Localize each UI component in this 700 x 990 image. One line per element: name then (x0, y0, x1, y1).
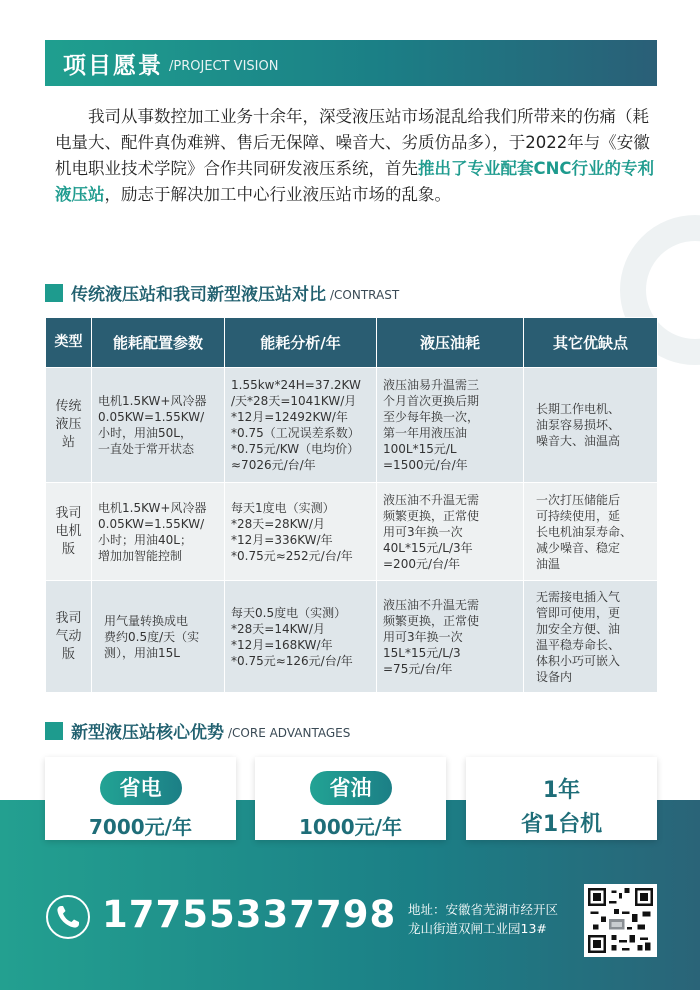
analysis-line: 每天1度电（实测） (231, 500, 335, 515)
contrast-heading (45, 280, 399, 305)
oil-line: 至少每年换一次， (383, 410, 480, 424)
type-text: 传统液压站 (55, 399, 82, 450)
analysis-line: *0.75元/KW（电均价） (231, 442, 360, 456)
config-line: 一直处于常开状态 (98, 442, 195, 456)
row-oil (377, 581, 524, 693)
header-type: 类型 (46, 318, 92, 368)
config-line: 电机1.5KW+风冷器 (98, 394, 207, 408)
other-line: 加安全方便、油 (536, 621, 621, 636)
header-config: 能耗配置参数 (92, 318, 225, 368)
row-config (92, 483, 225, 581)
row-analysis (225, 368, 377, 483)
oil-line: =200元/台/年 (383, 556, 461, 571)
vision-text-start: 我司从事数控加工业务十余年，深受液压站市场混乱给我们所带来的伤痛（耗电量大、配件真伪难辨、售后无保障、噪音大、劣质仿品多），于2022年与《安徽机电职业技术学院》合作共同研发液压系统，首先 (55, 107, 650, 178)
other-line: 管即可使用，更 (536, 605, 621, 620)
oil-line: 15L*15元/L/3 (383, 645, 461, 660)
header-other: 其它优缺点 (524, 318, 658, 368)
table-row (46, 581, 658, 693)
row-config (92, 368, 225, 483)
vision-header (45, 40, 657, 86)
row-oil (377, 368, 524, 483)
analysis-line: *12月=12492KW/年 (231, 410, 348, 424)
row-type (46, 483, 92, 581)
oil-line: 液压油易升温需三 (383, 378, 480, 392)
other-line: 温平稳寿命长、 (536, 637, 621, 652)
comparison-table (45, 317, 658, 693)
analysis-line: *12月=336KW/年 (231, 532, 333, 547)
analysis-line: 1.55kw*24H=37.2KW (231, 378, 361, 392)
other-line: 设备内 (536, 669, 573, 684)
core-heading (45, 718, 350, 743)
other-line: 无需接电插入气 (536, 589, 621, 604)
oil-line: =1500元/台/年 (383, 458, 468, 472)
config-line: 0.05KW=1.55KW/ (98, 410, 205, 424)
other-line: 长期工作电机、 (536, 402, 621, 416)
analysis-line: 每天0.5度电（实测） (231, 605, 347, 620)
row-other (524, 368, 658, 483)
other-line: 一次打压储能后 (536, 492, 621, 507)
oil-line: =75元/台/年 (383, 661, 453, 676)
section-marker-icon (45, 722, 63, 740)
row-type (46, 368, 92, 483)
config-line: 0.05KW=1.55KW/ (98, 516, 205, 531)
config-line: 小时，用油50L， (98, 426, 192, 440)
vision-title: 项目愿景 (63, 52, 163, 79)
oil-line: 用可3年换一次 (383, 524, 463, 539)
header-oil: 液压油耗 (377, 318, 524, 368)
oil-line: 液压油不升温无需 (383, 597, 480, 612)
advantage-card-machine (466, 757, 657, 840)
oil-line: 个月首次更换后期 (383, 394, 480, 408)
analysis-line: *0.75元≈126元/台/年 (231, 653, 353, 668)
vision-highlight: 推出了专业配套CNC行业的专利液压站 (55, 159, 655, 204)
core-title: 新型液压站核心优势 (71, 723, 224, 743)
advantage-card-power (45, 757, 236, 840)
row-config (92, 581, 225, 693)
advantage-line2: 省1台机 (520, 812, 603, 837)
config-line: 增加加智能控制 (98, 548, 183, 563)
phone-number: 17755337798 (102, 893, 397, 936)
row-oil (377, 483, 524, 581)
row-analysis (225, 581, 377, 693)
row-other (524, 483, 658, 581)
row-analysis (225, 483, 377, 581)
other-line: 油泵容易损坏、 (536, 418, 621, 432)
oil-line: 100L*15元/L (383, 442, 457, 456)
core-subtitle: /CORE ADVANTAGES (228, 725, 351, 740)
advantage-value: 7000元/年 (89, 815, 192, 839)
advantage-label: 省油 (310, 771, 392, 805)
phone-icon (46, 895, 90, 939)
advantage-line1: 1年 (542, 778, 581, 803)
other-line: 噪音大、油温高 (536, 434, 621, 448)
table-row (46, 483, 658, 581)
oil-line: 液压油不升温无需 (383, 492, 480, 507)
other-line: 油温 (536, 556, 561, 571)
row-other (524, 581, 658, 693)
config-line: 费约0.5度/天（实 (104, 629, 200, 644)
contrast-subtitle: /CONTRAST (330, 287, 400, 302)
analysis-line: *0.75（工况误差系数） (231, 426, 360, 440)
oil-line: 用可3年换一次 (383, 629, 463, 644)
vision-paragraph (55, 104, 655, 208)
other-line: 长电机油泵寿命、 (536, 524, 633, 539)
contrast-title: 传统液压站和我司新型液压站对比 (71, 285, 326, 305)
analysis-line: *28天=14KW/月 (231, 621, 325, 636)
config-line: 小时；用油40L； (98, 532, 192, 547)
advantage-label: 省电 (100, 771, 182, 805)
config-line: 用气量转换成电 (104, 613, 189, 628)
config-line: 电机1.5KW+风冷器 (98, 500, 207, 515)
oil-line: 40L*15元/L/3年 (383, 540, 473, 555)
other-line: 可持续使用，延 (536, 508, 621, 523)
qr-code-icon (584, 884, 657, 957)
other-line: 减少噪音、稳定 (536, 540, 621, 555)
type-text: 我司气动版 (55, 610, 82, 662)
other-line: 体积小巧可嵌入 (536, 653, 621, 668)
address-line: 地址：安徽省芜湖市经开区 (408, 902, 559, 917)
type-text: 我司电机版 (55, 505, 82, 557)
header-analysis: 能耗分析/年 (225, 318, 377, 368)
vision-subtitle: /PROJECT VISION (169, 58, 279, 74)
analysis-line: *0.75元≈252元/台/年 (231, 548, 353, 563)
section-marker-icon (45, 284, 63, 302)
oil-line: 第一年用液压油 (383, 426, 468, 440)
analysis-line: /天*28天=1041KW/月 (231, 394, 357, 408)
analysis-line: *12月=168KW/年 (231, 637, 333, 652)
config-line: 测），用油15L (104, 645, 180, 660)
analysis-line: ≈7026元/台/年 (231, 458, 316, 472)
table-header-row (46, 318, 658, 368)
table-row (46, 368, 658, 483)
row-type (46, 581, 92, 693)
vision-text-end: ，励志于解决加工中心行业液压站市场的乱象。 (104, 185, 451, 204)
oil-line: 频繁更换，正常使 (383, 508, 480, 523)
advantage-value: 1000元/年 (299, 815, 402, 839)
address-line: 龙山街道双闸工业园13# (408, 921, 547, 936)
advantage-card-oil (255, 757, 446, 840)
address (408, 900, 578, 938)
oil-line: 频繁更换，正常使 (383, 613, 480, 628)
analysis-line: *28天=28KW/月 (231, 516, 325, 531)
